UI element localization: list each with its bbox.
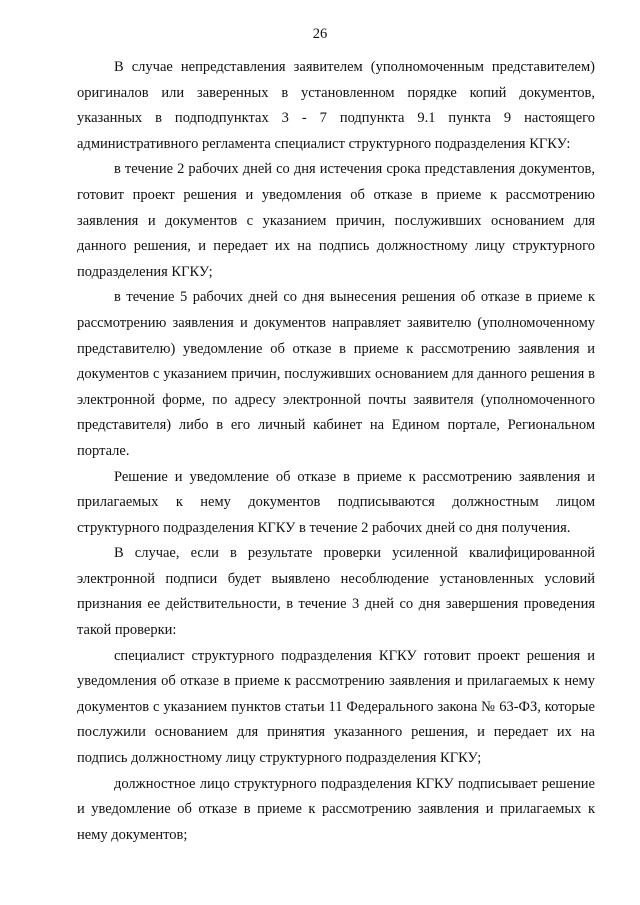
paragraph-signature-check: В случае, если в результате проверки усиленной квалифицированной электронной подписи будет выявлено несоблюдение установленных условий признания ее действительности, в течение 3 дней со дня завершения проведения такой проверки: (77, 545, 595, 639)
page-number: 26 (312, 26, 328, 42)
paragraph-official-signs: должностное лицо структурного подразделения КГКУ подписывает решение и уведомление об отказе в приеме к рассмотрению заявления и прилагаемых к нему документов; (77, 775, 595, 843)
paragraph-send-notification: в течение 5 рабочих дней со дня вынесения решения об отказе в приеме к рассмотрению заявления и документов направляет заявителю (уполномоченному представителю) уведомление об отказе в приеме к рассмотрению заявления и документов с указанием причин, послуживших основанием для данного решения в электронной форме, по адресу электронной почты заявителя (уполномоченного представителя) либо в его личный кабинет на Едином портале, Региональном портале. (77, 289, 595, 459)
document-body (77, 55, 595, 848)
paragraph-specialist-draft: специалист структурного подразделения КГКУ готовит проект решения и уведомления об отказе в приеме к рассмотрению заявления и прилагаемых к нему документов с указанием пунктов статьи 11 Федерального закона № 63-ФЗ, которые послужили основанием для принятия указанного решения, и передает их на подпись должностному лицу структурного подразделения КГКУ; (77, 647, 595, 767)
paragraph-signing: Решение и уведомление об отказе в приеме к рассмотрению заявления и прилагаемых к нему документов подписываются должностным лицом структурного подразделения КГКУ в течение 2 рабочих дней со дня получения. (77, 468, 595, 536)
paragraph-draft-decision: в течение 2 рабочих дней со дня истечения срока представления документов, готовит проект решения и уведомления об отказе в приеме к рассмотрению заявления и документов с указанием причин, послуживших основанием для данного решения, и передает их на подпись должностному лицу структурного подразделения КГКУ; (77, 161, 595, 280)
paragraph-non-submission: В случае непредставления заявителем (уполномоченным представителем) оригиналов или заверенных в установленном порядке копий документов, указанных в подподпунктах 3 - 7 подпункта 9.1 пункта 9 настоящего административного регламента специалист структурного подразделения КГКУ: (77, 59, 595, 152)
